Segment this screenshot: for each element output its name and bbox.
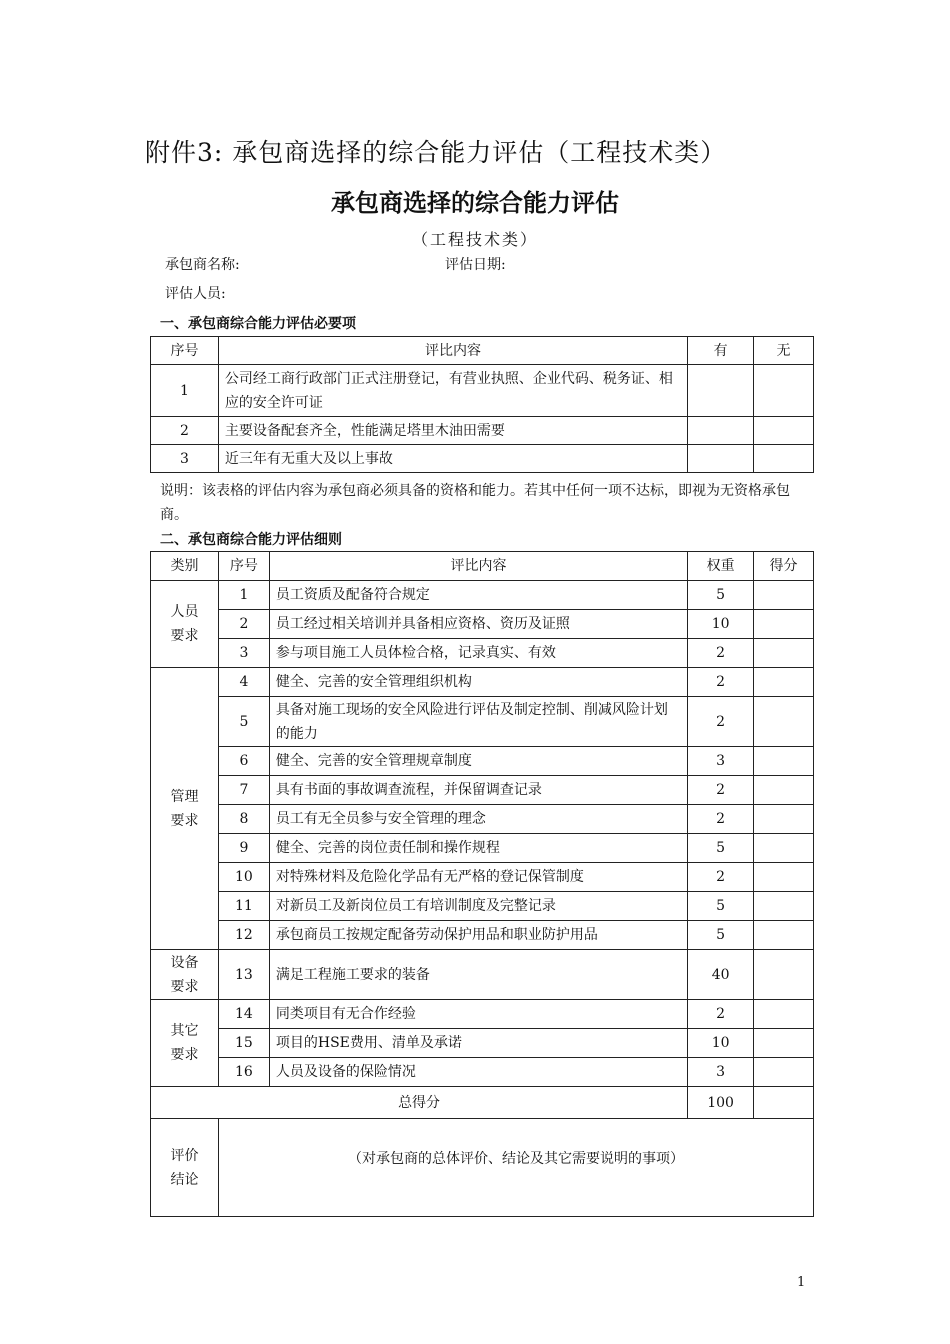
total-label: 总得分 [151,1087,688,1119]
row-no: 3 [218,639,269,668]
contractor-name-label: 承包商名称: [165,257,240,273]
table-row [151,921,814,950]
row-content: 人员及设备的保险情况 [269,1058,687,1087]
header-category: 类别 [151,552,219,581]
cell-yes[interactable] [688,365,754,417]
row-no: 1 [151,365,219,417]
table-row [151,639,814,668]
score-cell[interactable] [754,805,814,834]
row-content: 健全、完善的岗位责任制和操作规程 [269,834,687,863]
row-no: 4 [218,668,269,697]
category-management: 管理要求 [151,668,219,950]
table-row [151,776,814,805]
row-weight: 2 [688,697,754,747]
row-weight: 2 [688,805,754,834]
score-cell[interactable] [754,863,814,892]
table-row [151,610,814,639]
header-score: 得分 [754,552,814,581]
row-content: 员工资质及配备符合规定 [269,581,687,610]
score-cell[interactable] [754,747,814,776]
score-cell[interactable] [754,1000,814,1029]
total-score-cell[interactable] [754,1087,814,1119]
score-cell[interactable] [754,776,814,805]
row-no: 15 [218,1029,269,1058]
row-weight: 3 [688,1058,754,1087]
category-personnel: 人员要求 [151,581,219,668]
row-weight: 5 [688,892,754,921]
row-content: 具备对施工现场的安全风险进行评估及制定控制、削减风险计划的能力 [269,697,687,747]
row-no: 14 [218,1000,269,1029]
row-weight: 10 [688,610,754,639]
row-no: 12 [218,921,269,950]
row-weight: 2 [688,668,754,697]
row-content: 健全、完善的安全管理组织机构 [269,668,687,697]
row-content: 项目的HSE费用、清单及承诺 [269,1029,687,1058]
detail-items-table [150,551,814,1217]
cell-yes[interactable] [688,417,754,445]
row-content: 满足工程施工要求的装备 [269,950,687,1000]
header-content: 评比内容 [218,337,687,365]
row-no: 7 [218,776,269,805]
score-cell[interactable] [754,697,814,747]
main-title: 承包商选择的综合能力评估 [331,189,619,217]
score-cell[interactable] [754,668,814,697]
row-weight: 10 [688,1029,754,1058]
attachment-title: 附件3: 承包商选择的综合能力评估（工程技术类） [145,138,727,167]
row-no: 2 [218,610,269,639]
table-row [151,863,814,892]
row-content: 参与项目施工人员体检合格，记录真实、有效 [269,639,687,668]
row-content: 具有书面的事故调查流程，并保留调查记录 [269,776,687,805]
row-content: 主要设备配套齐全，性能满足塔里木油田需要 [218,417,687,445]
row-weight: 2 [688,863,754,892]
row-content: 对特殊材料及危险化学品有无严格的登记保管制度 [269,863,687,892]
score-cell[interactable] [754,639,814,668]
table-row [151,1000,814,1029]
row-no: 11 [218,892,269,921]
table-row [151,805,814,834]
row-weight: 2 [688,1000,754,1029]
conclusion-row [151,1119,814,1217]
total-value: 100 [688,1087,754,1119]
evaluator-label: 评估人员: [165,286,226,302]
row-content: 员工有无全员参与安全管理的理念 [269,805,687,834]
header-content: 评比内容 [269,552,687,581]
cell-no[interactable] [754,445,814,473]
score-cell[interactable] [754,892,814,921]
row-weight: 2 [688,776,754,805]
section1-note: 说明：该表格的评估内容为承包商必须具备的资格和能力。若其中任何一项不达标，即视为无资格承包商。 [160,483,790,523]
row-content: 承包商员工按规定配备劳动保护用品和职业防护用品 [269,921,687,950]
row-weight: 5 [688,581,754,610]
category-other: 其它要求 [151,1000,219,1087]
table-row [151,365,814,417]
eval-date-label: 评估日期: [445,257,506,273]
score-cell[interactable] [754,610,814,639]
section1-title: 一、承包商综合能力评估必要项 [160,316,356,332]
row-content: 公司经工商行政部门正式注册登记，有营业执照、企业代码、税务证、相应的安全许可证 [218,365,687,417]
cell-no[interactable] [754,417,814,445]
row-weight: 3 [688,747,754,776]
cell-yes[interactable] [688,445,754,473]
cell-no[interactable] [754,365,814,417]
total-row [151,1087,814,1119]
table-row [151,668,814,697]
row-content: 同类项目有无合作经验 [269,1000,687,1029]
table-row [151,697,814,747]
table-row [151,1029,814,1058]
table-row [151,417,814,445]
table-row [151,834,814,863]
conclusion-label: 评价结论 [151,1119,219,1217]
category-equipment: 设备要求 [151,950,219,1000]
row-weight: 5 [688,834,754,863]
row-no: 13 [218,950,269,1000]
header-no-exist: 无 [754,337,814,365]
subtitle: （工程技术类） [411,230,538,249]
score-cell[interactable] [754,1029,814,1058]
row-no: 10 [218,863,269,892]
row-content: 近三年有无重大及以上事故 [218,445,687,473]
header-weight: 权重 [688,552,754,581]
score-cell[interactable] [754,921,814,950]
row-no: 2 [151,417,219,445]
score-cell[interactable] [754,834,814,863]
table-row [151,445,814,473]
row-content: 员工经过相关培训并具备相应资格、资历及证照 [269,610,687,639]
table-row [151,892,814,921]
row-weight: 40 [688,950,754,1000]
row-no: 6 [218,747,269,776]
row-no: 5 [218,697,269,747]
row-no: 1 [218,581,269,610]
row-no: 16 [218,1058,269,1087]
required-items-table [150,336,814,473]
row-weight: 2 [688,639,754,668]
row-no: 9 [218,834,269,863]
header-no: 序号 [218,552,269,581]
score-cell[interactable] [754,581,814,610]
row-no: 3 [151,445,219,473]
section2-title: 二、承包商综合能力评估细则 [160,532,342,548]
score-cell[interactable] [754,1058,814,1087]
score-cell[interactable] [754,950,814,1000]
row-no: 8 [218,805,269,834]
page-number: 1 [797,1275,806,1290]
table-row [151,950,814,1000]
table-row [151,1058,814,1087]
conclusion-hint[interactable]: （对承包商的总体评价、结论及其它需要说明的事项） [218,1119,813,1217]
row-weight: 5 [688,921,754,950]
row-content: 健全、完善的安全管理规章制度 [269,747,687,776]
row-content: 对新员工及新岗位员工有培训制度及完整记录 [269,892,687,921]
header-yes: 有 [688,337,754,365]
header-no: 序号 [151,337,219,365]
table-row [151,581,814,610]
table-row [151,747,814,776]
